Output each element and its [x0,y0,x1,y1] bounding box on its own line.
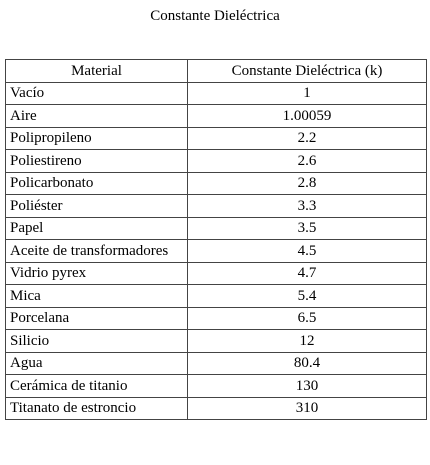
table-row [6,330,427,353]
table-row [6,285,427,308]
constant-cell: 3.3 [188,195,427,218]
table-row [6,262,427,285]
material-cell: Papel [6,217,188,240]
constant-cell: 5.4 [188,285,427,308]
table-header-row [6,60,427,83]
table-row [6,307,427,330]
table-row [6,375,427,398]
material-cell: Titanato de estroncio [6,397,188,420]
material-cell: Silicio [6,330,188,353]
table-row [6,352,427,375]
constant-cell: 80.4 [188,352,427,375]
constant-cell: 2.2 [188,127,427,150]
constant-cell: 310 [188,397,427,420]
constant-cell: 12 [188,330,427,353]
table-row [6,82,427,105]
material-cell: Aceite de transformadores [6,240,188,263]
material-cell: Agua [6,352,188,375]
material-cell: Vidrio pyrex [6,262,188,285]
table-row [6,105,427,128]
material-cell: Mica [6,285,188,308]
constant-cell: 4.7 [188,262,427,285]
constant-cell: 2.6 [188,150,427,173]
page-title: Constante Dieléctrica [150,8,280,24]
column-header-material: Material [6,60,188,83]
material-cell: Polipropileno [6,127,188,150]
constant-cell: 2.8 [188,172,427,195]
column-header-dielectric-constant: Constante Dieléctrica (k) [188,60,427,83]
material-cell: Porcelana [6,307,188,330]
constant-cell: 1 [188,82,427,105]
table-row [6,150,427,173]
constant-cell: 130 [188,375,427,398]
constant-cell: 1.00059 [188,105,427,128]
table-row [6,217,427,240]
material-cell: Vacío [6,82,188,105]
material-cell: Policarbonato [6,172,188,195]
constant-cell: 4.5 [188,240,427,263]
table-row [6,195,427,218]
table-row [6,127,427,150]
table-row [6,397,427,420]
table-row [6,240,427,263]
material-cell: Aire [6,105,188,128]
material-cell: Cerámica de titanio [6,375,188,398]
constant-cell: 3.5 [188,217,427,240]
table-row [6,172,427,195]
material-cell: Poliestireno [6,150,188,173]
material-cell: Poliéster [6,195,188,218]
constant-cell: 6.5 [188,307,427,330]
dielectric-constant-table [5,59,427,420]
